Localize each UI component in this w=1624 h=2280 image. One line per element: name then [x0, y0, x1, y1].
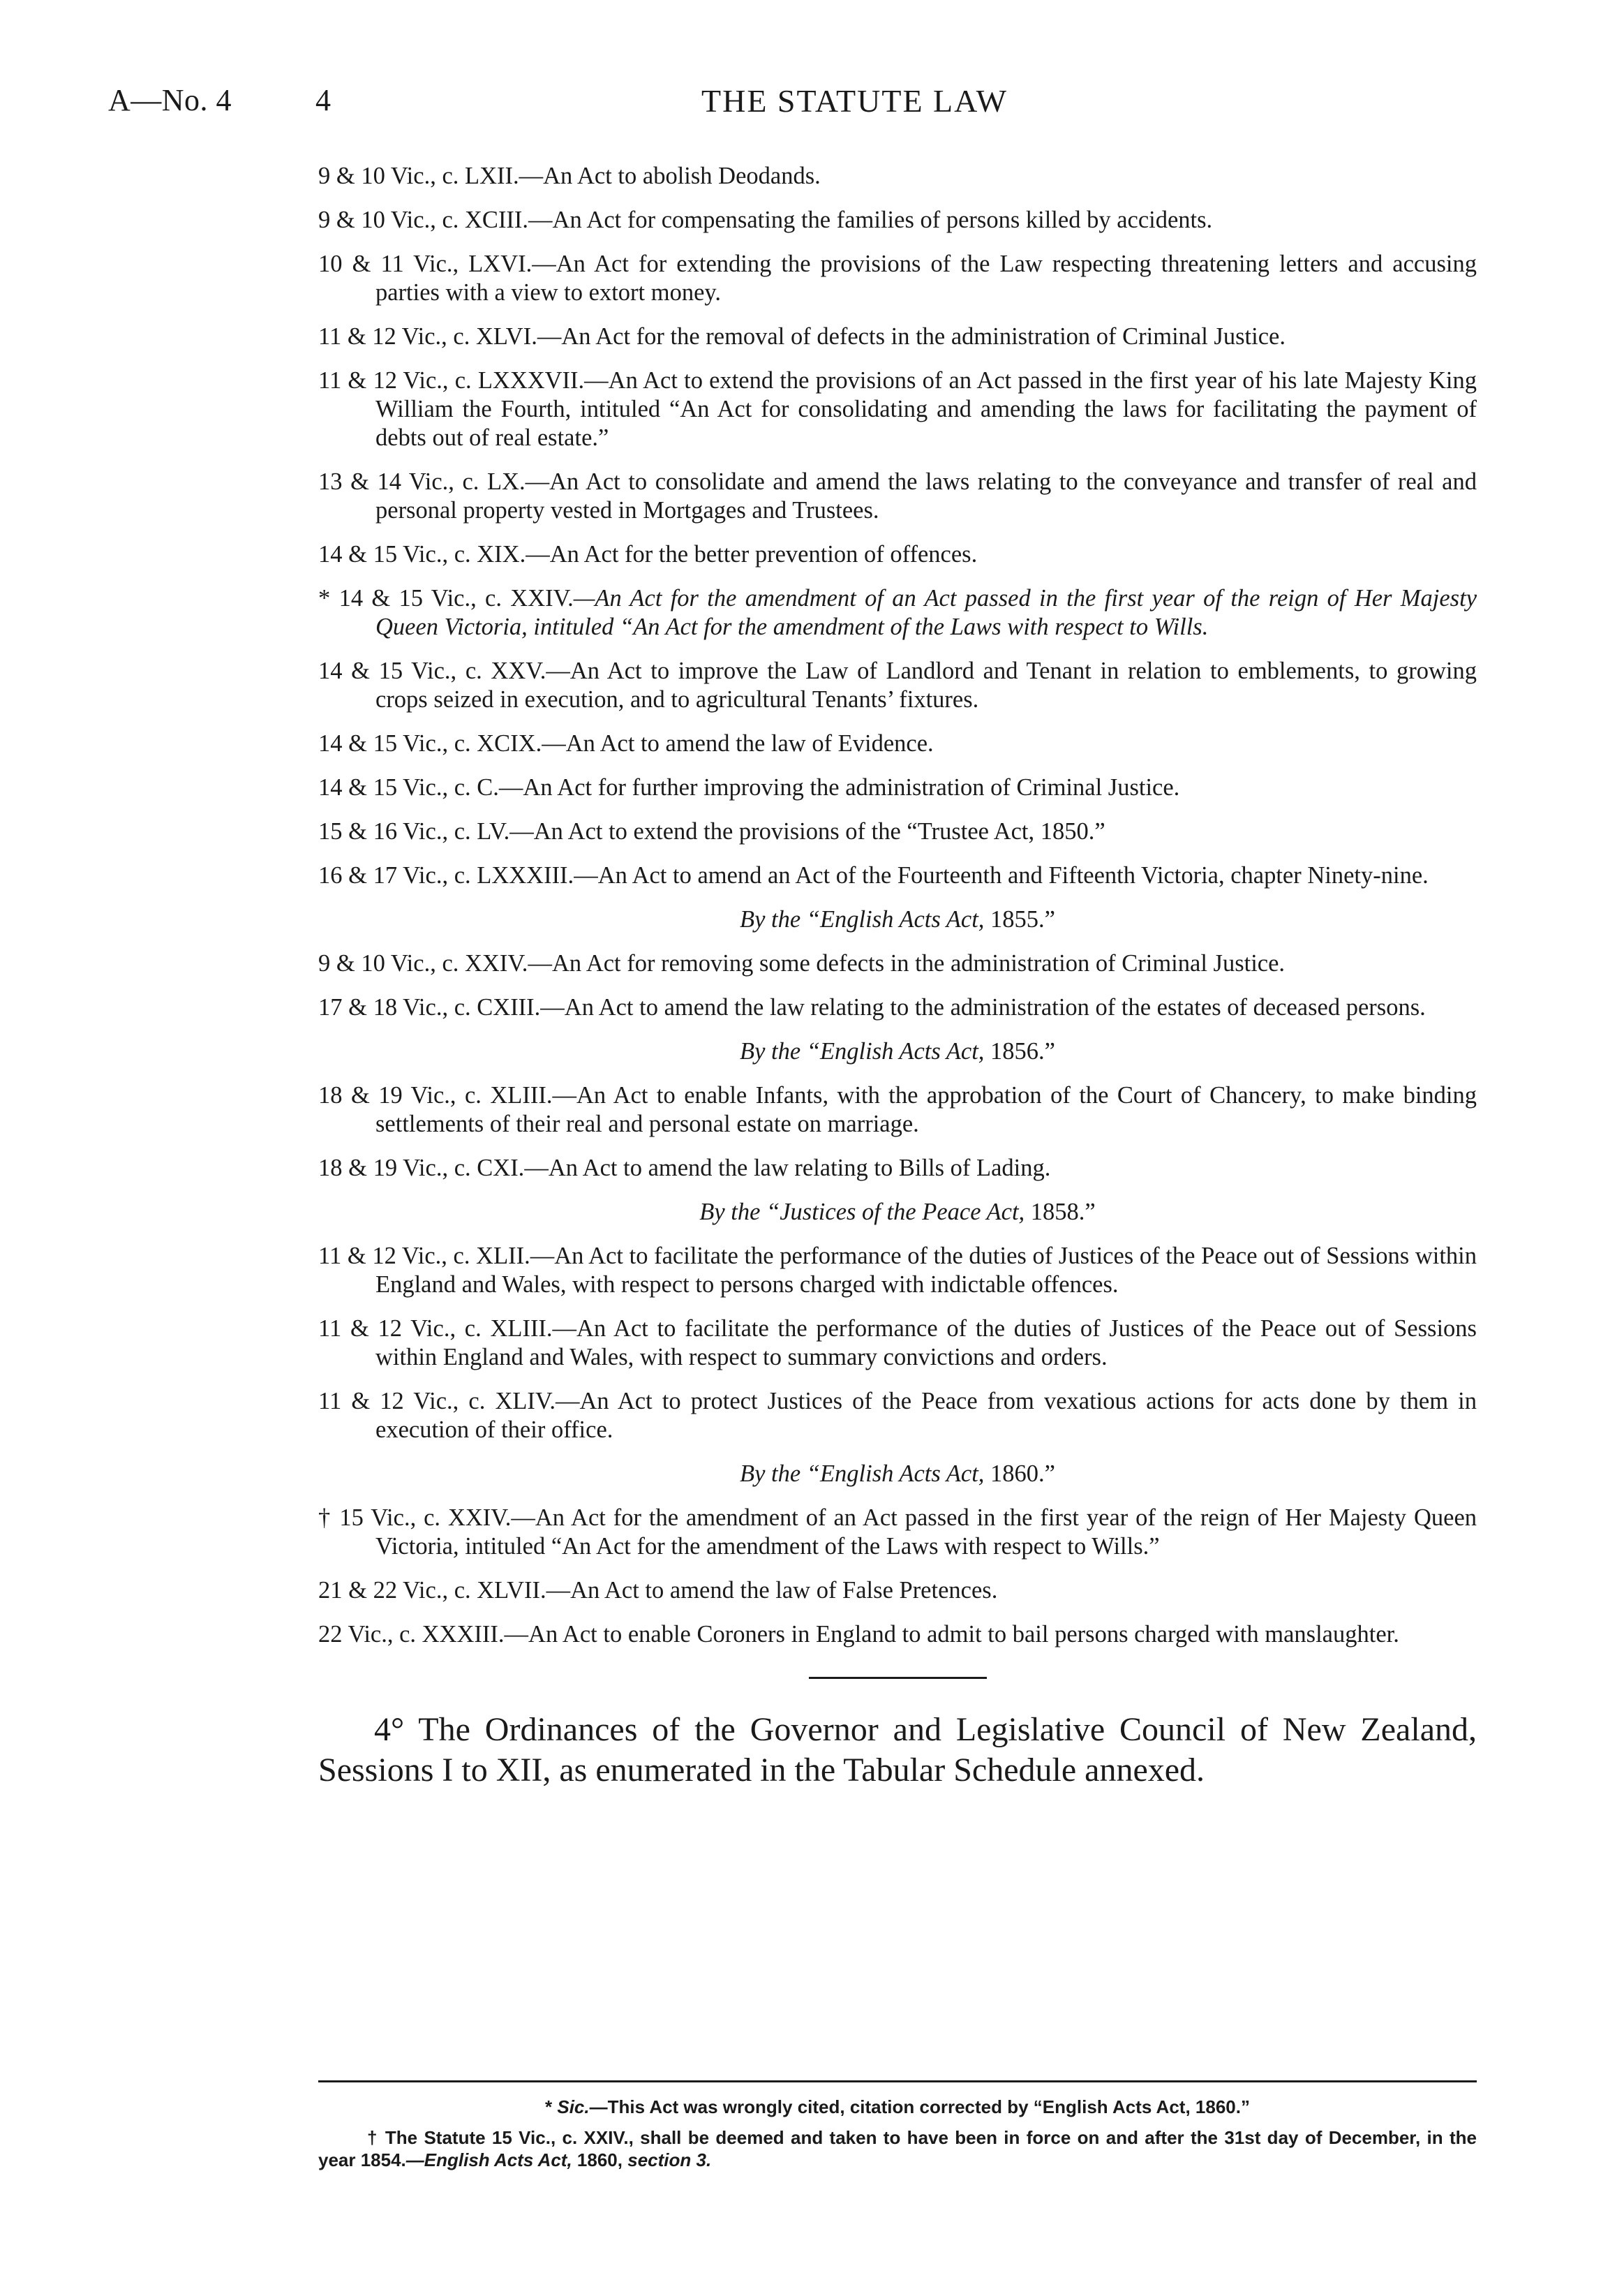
- section-heading-label: By the “Justices of the Peace Act,: [699, 1199, 1025, 1225]
- statute-citation: 11 & 12 Vic., c. XLIV.: [318, 1388, 556, 1414]
- footnote-dagger: [318, 2126, 1477, 2171]
- statute-citation: 14 & 15 Vic., c. C.: [318, 774, 499, 801]
- statute-citation: 9 & 10 Vic., c. XXIV.: [318, 950, 528, 977]
- entry-group-d: [318, 1242, 1477, 1444]
- statute-citation: 14 & 15 Vic., c. XCIX.: [318, 730, 542, 757]
- statute-title: —An Act to amend the law of False Pretences.: [546, 1577, 998, 1604]
- statute-entry: [318, 1387, 1477, 1444]
- statute-citation: † 15 Vic., c. XXIV.: [318, 1504, 512, 1531]
- statute-title: —An Act to extend the provisions of the “Trustee Act, 1850.”: [509, 818, 1105, 845]
- statute-entry: [318, 993, 1477, 1022]
- statute-entry: [318, 1242, 1477, 1299]
- statute-citation: 18 & 19 Vic., c. XLIII.: [318, 1082, 553, 1109]
- statute-title: —An Act for further improving the administration of Criminal Justice.: [498, 774, 1180, 801]
- statute-title: —An Act to protect Justices of the Peace from vexatious actions for acts done by them in execution of their office.: [375, 1388, 1477, 1443]
- statute-citation: * 14 & 15 Vic., c. XXIV.: [318, 585, 574, 612]
- statute-title: —An Act to facilitate the performance of the duties of Justices of the Peace out of Sessions within England and Wales, with respect to summary convictions and orders.: [375, 1315, 1477, 1370]
- footnote-dagger-text: † The Statute 15 Vic., c. XXIV., shall be deemed and taken to have been in force on and after the 31st day of December, in the year 1854.: [318, 2127, 1477, 2170]
- section-heading-year: 1858.”: [1030, 1199, 1096, 1225]
- statute-entry: [318, 250, 1477, 307]
- ordinance-heading: 4° The Ordinances of the Governor and Legislative Council of New Zealand, Sessions I to XII, as enumerated in the Tabular Schedule annexed.: [318, 1711, 1477, 1789]
- paper-reference: A—No. 4: [108, 83, 232, 117]
- section-heading-year: 1855.”: [990, 906, 1055, 933]
- statute-title: —An Act to abolish Deodands.: [519, 163, 821, 189]
- statute-citation: 18 & 19 Vic., c. CXI.: [318, 1155, 525, 1181]
- section-heading-1856: [318, 1037, 1477, 1066]
- footnote-star-mark: *: [545, 2096, 558, 2117]
- statute-title: —An Act to amend an Act of the Fourteenth and Fifteenth Victoria, chapter Ninety-nine.: [574, 862, 1429, 889]
- footnote-dagger-section: section 3.: [627, 2149, 712, 2170]
- statute-title: —An Act to amend the law relating to Bills of Lading.: [524, 1155, 1051, 1181]
- statute-entry: [318, 657, 1477, 714]
- statute-citation: 14 & 15 Vic., c. XIX.: [318, 541, 526, 568]
- statute-title: —An Act to facilitate the performance of the duties of Justices of the Peace out of Sessions within England and Wales, with respect to persons charged with indictable offences.: [375, 1243, 1477, 1298]
- statute-citation: 22 Vic., c. XXXIII.: [318, 1621, 505, 1648]
- entry-group-e: [318, 1504, 1477, 1649]
- statute-entry: [318, 1081, 1477, 1139]
- statute-title: —An Act to amend the law relating to the administration of the estates of deceased persons.: [540, 994, 1426, 1021]
- statute-citation: 17 & 18 Vic., c. CXIII.: [318, 994, 541, 1021]
- statute-entry: [318, 323, 1477, 351]
- statute-entry: [318, 206, 1477, 235]
- statute-title: —An Act to improve the Law of Landlord and Tenant in relation to emblements, to growing crops seized in execution, and to agricultural Tenants’ fixtures.: [375, 658, 1477, 713]
- footnote-star: [318, 2096, 1477, 2118]
- statute-title: —An Act to consolidate and amend the laws relating to the conveyance and transfer of real and personal property vested in Mortgages and Trustees.: [375, 468, 1477, 524]
- statute-title: —An Act to enable Coroners in England to admit to bail persons charged with manslaughter.: [504, 1621, 1399, 1648]
- statute-citation: 11 & 12 Vic., c. XLII.: [318, 1243, 530, 1269]
- page-title: THE STATUTE LAW: [701, 83, 1008, 119]
- footnotes: [318, 2096, 1477, 2179]
- statute-title: —An Act for the amendment of an Act passed in the first year of the reign of Her Majesty Queen Victoria, intituled “An Act for the amendment of the Laws with respect to Wills.: [375, 585, 1477, 640]
- section-heading-label: By the “English Acts Act,: [740, 1460, 985, 1487]
- statute-citation: 21 & 22 Vic., c. XLVII.: [318, 1577, 546, 1604]
- statute-title: —An Act for the better prevention of offences.: [526, 541, 978, 568]
- section-heading-label: By the “English Acts Act,: [740, 906, 985, 933]
- section-heading-year: 1860.”: [990, 1460, 1055, 1487]
- statute-entry: [318, 1620, 1477, 1649]
- statute-entry: [318, 817, 1477, 846]
- statute-entry: [318, 162, 1477, 191]
- statute-title: —An Act to amend the law of Evidence.: [542, 730, 934, 757]
- statute-entry: [318, 468, 1477, 525]
- statute-list: [318, 162, 1477, 1791]
- statute-citation: 15 & 16 Vic., c. LV.: [318, 818, 510, 845]
- section-heading-1858: [318, 1198, 1477, 1227]
- statute-entry: [318, 730, 1477, 758]
- statute-title: —An Act to extend the provisions of an Act passed in the first year of his late Majesty King William the Fourth, intituled “An Act for consolidating and amending the laws for facilitating the payment of debts out of real estate.”: [375, 367, 1477, 451]
- entry-group-c: [318, 1081, 1477, 1183]
- statute-entry: [318, 1504, 1477, 1561]
- footnote-dagger-source: —English Acts Act,: [405, 2149, 572, 2170]
- statute-entry: [318, 949, 1477, 978]
- page-number: 4: [315, 83, 331, 117]
- statute-citation: 16 & 17 Vic., c. LXXXIII.: [318, 862, 574, 889]
- statute-title: —An Act to enable Infants, with the approbation of the Court of Chancery, to make binding settlements of their real and personal estate on marriage.: [375, 1082, 1477, 1137]
- statute-entry: [318, 1154, 1477, 1183]
- section-divider: [809, 1677, 987, 1679]
- statute-entry: [318, 367, 1477, 452]
- statute-citation: 11 & 12 Vic., c. XLIII.: [318, 1315, 553, 1342]
- section-heading-label: By the “English Acts Act,: [740, 1038, 985, 1065]
- statute-citation: 11 & 12 Vic., c. XLVI.: [318, 323, 537, 350]
- statute-title: —An Act for compensating the families of persons killed by accidents.: [528, 207, 1213, 233]
- statute-citation: 9 & 10 Vic., c. LXII.: [318, 163, 519, 189]
- statute-entry: [318, 1315, 1477, 1372]
- statute-entry: [318, 584, 1477, 642]
- statute-citation: 10 & 11 Vic., LXVI.: [318, 251, 532, 277]
- footnote-sic: Sic.: [557, 2096, 590, 2117]
- entry-group-b: [318, 949, 1477, 1022]
- section-heading-1855: [318, 905, 1477, 934]
- statute-title: —An Act for removing some defects in the administration of Criminal Justice.: [528, 950, 1286, 977]
- statute-title: —An Act for extending the provisions of the Law respecting threatening letters and accusing parties with a view to extort money.: [375, 251, 1477, 306]
- section-heading-year: 1856.”: [990, 1038, 1055, 1065]
- statute-title: —An Act for the removal of defects in the administration of Criminal Justice.: [537, 323, 1286, 350]
- statute-citation: 13 & 14 Vic., c. LX.: [318, 468, 526, 495]
- footnote-star-text: —This Act was wrongly cited, citation corrected by “English Acts Act, 1860.”: [589, 2096, 1250, 2117]
- statute-entry: [318, 540, 1477, 569]
- entry-group-a: [318, 162, 1477, 890]
- statute-entry: [318, 861, 1477, 890]
- statute-citation: 11 & 12 Vic., c. LXXXVII.: [318, 367, 585, 394]
- statute-citation: 9 & 10 Vic., c. XCIII.: [318, 207, 529, 233]
- statute-entry: [318, 773, 1477, 802]
- statute-title: —An Act for the amendment of an Act passed in the first year of the reign of Her Majesty Queen Victoria, intituled “An Act for the amendment of the Laws with respect to Wills.”: [375, 1504, 1477, 1560]
- section-heading-1860: [318, 1460, 1477, 1488]
- statute-citation: 14 & 15 Vic., c. XXV.: [318, 658, 546, 684]
- statute-entry: [318, 1576, 1477, 1605]
- footnote-dagger-year: 1860,: [576, 2149, 623, 2170]
- footnote-rule: [318, 2080, 1477, 2082]
